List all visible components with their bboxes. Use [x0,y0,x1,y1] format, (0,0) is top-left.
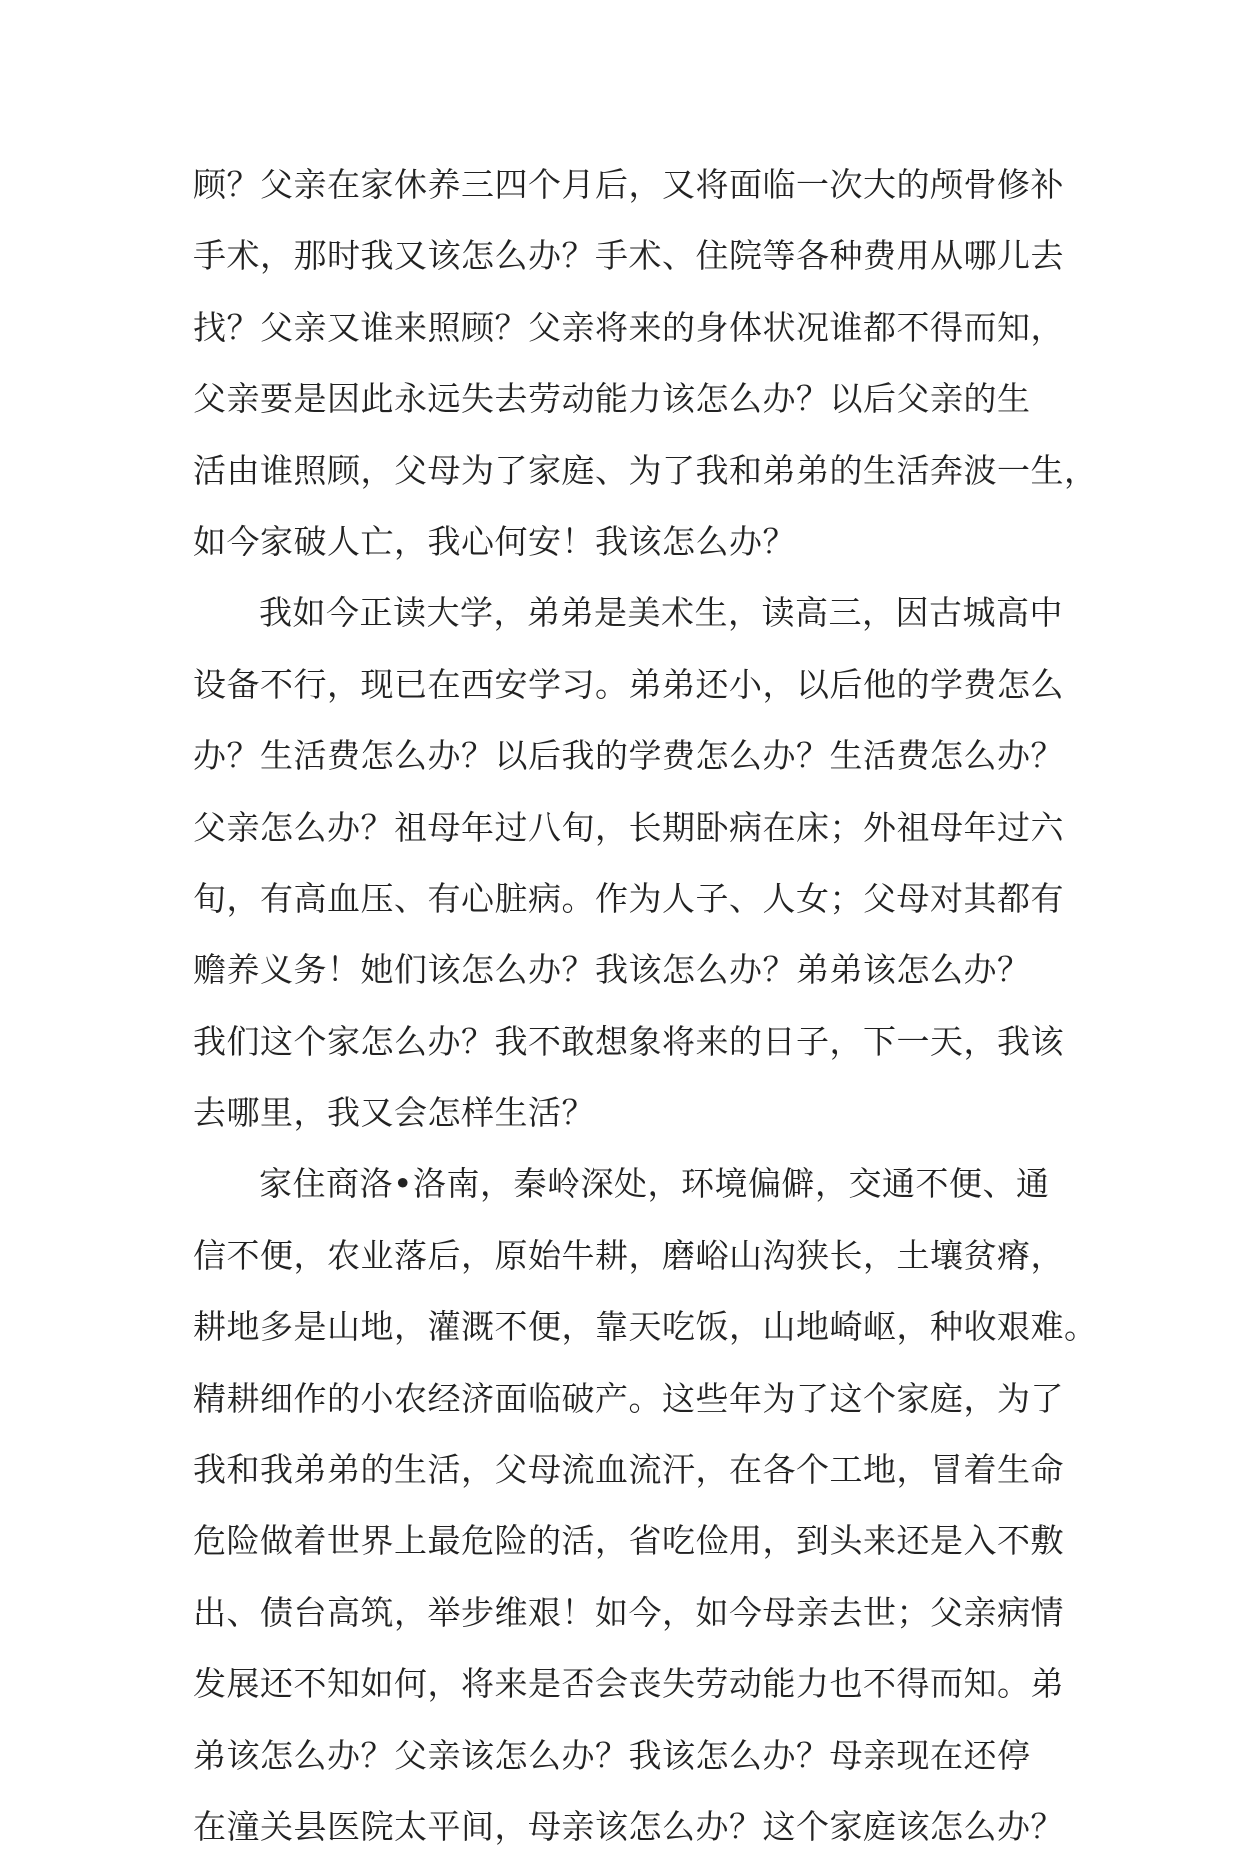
text-line: 出、债台高筑，举步维艰！如今，如今母亲去世；父亲病情 [193,1592,1064,1632]
text-line: 找？父亲又谁来照顾？父亲将来的身体状况谁都不得而知， [193,307,1064,347]
text-line: 赡养义务！她们该怎么办？我该怎么办？弟弟该怎么办？ [193,950,1031,990]
text-line: 旬，有高血压、有心脏病。作为人子、人女；父母对其都有 [193,878,1064,918]
paragraph-start-line: 我如今正读大学，弟弟是美术生，读高三，因古城高中 [259,593,1063,633]
text-line: 如今家破人亡，我心何安！我该怎么办？ [193,521,796,561]
text-line: 信不便，农业落后，原始牛耕，磨峪山沟狭长，土壤贫瘠， [193,1235,1064,1275]
text-line: 设备不行，现已在西安学习。弟弟还小，以后他的学费怎么 [193,664,1064,704]
text-line: 办？生活费怎么办？以后我的学费怎么办？生活费怎么办？ [193,736,1064,776]
body-text [193,149,1098,1862]
text-line: 我和我弟弟的生活，父母流血流汗，在各个工地，冒着生命 [193,1450,1064,1490]
text-line: 顾？父亲在家休养三四个月后，又将面临一次大的颅骨修补 [193,165,1064,204]
text-line: 父亲怎么办？祖母年过八旬，长期卧病在床；外祖母年过六 [193,807,1064,847]
text-line: 父亲要是因此永远失去劳动能力该怎么办？以后父亲的生 [193,379,1031,419]
paragraph-start-line: 家住商洛•洛南，秦岭深处，环境偏僻，交通不便、通 [259,1164,1050,1204]
text-line: 弟该怎么办？父亲该怎么办？我该怎么办？母亲现在还停 [193,1735,1031,1775]
text-line: 手术，那时我又该怎么办？手术、住院等各种费用从哪儿去 [193,236,1064,276]
text-line: 去哪里，我又会怎样生活？ [193,1093,595,1133]
text-line: 活由谁照顾，父母为了家庭、为了我和弟弟的生活奔波一生， [193,450,1098,490]
text-line: 我们这个家怎么办？我不敢想象将来的日子，下一天，我该 [193,1021,1064,1061]
text-line: 发展还不知如何，将来是否会丧失劳动能力也不得而知。弟 [193,1664,1064,1704]
text-line: 在潼关县医院太平间，母亲该怎么办？这个家庭该怎么办？ [193,1806,1064,1846]
text-line: 耕地多是山地，灌溉不便，靠天吃饭，山地崎岖，种收艰难。 [193,1307,1098,1347]
text-line: 精耕细作的小农经济面临破产。这些年为了这个家庭，为了 [193,1378,1064,1418]
text-line: 危险做着世界上最危险的活，省吃俭用，到头来还是入不敷 [193,1521,1064,1561]
